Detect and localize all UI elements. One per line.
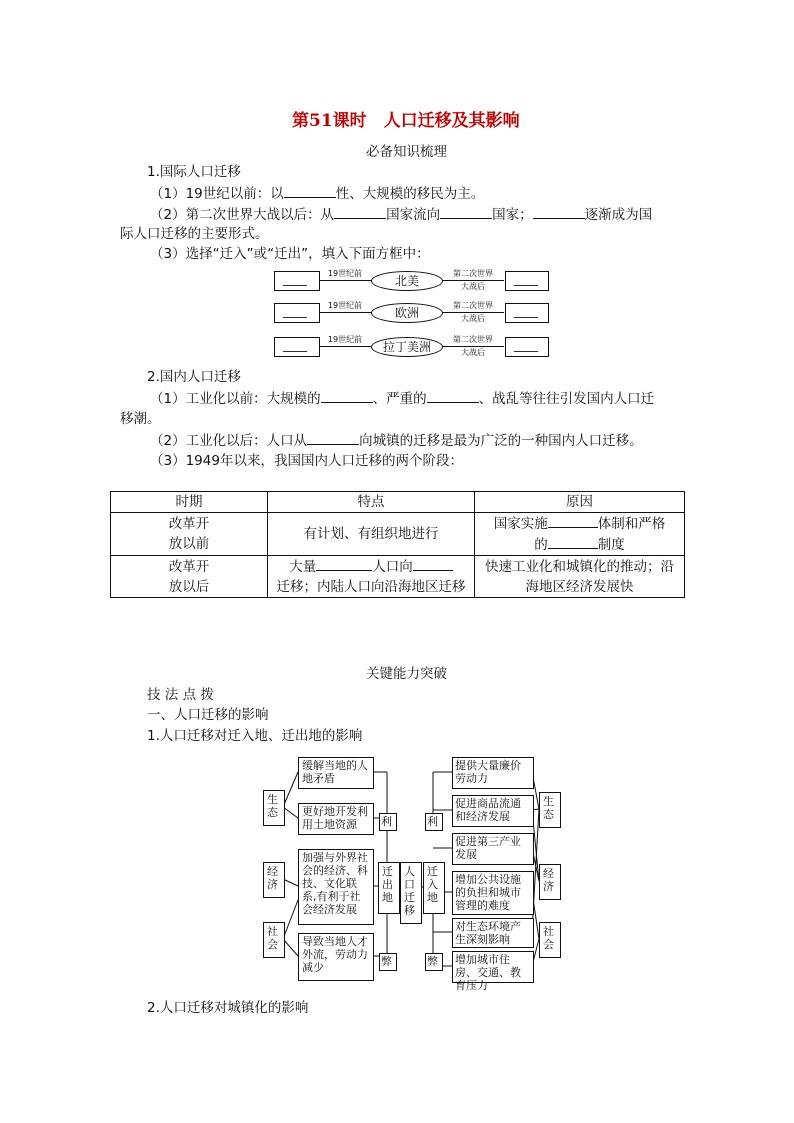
- d1-mid1: 、严重的: [372, 391, 427, 407]
- question-1: [150, 183, 484, 204]
- q2-mid1: 国家流向: [386, 207, 441, 223]
- skills-heading: 技 法 点 拨: [147, 687, 214, 703]
- blank[interactable]: [321, 388, 373, 403]
- center-label: 人口迁移: [404, 865, 415, 917]
- table-row: [111, 556, 685, 598]
- category-label: 生态: [543, 795, 554, 821]
- blank[interactable]: ____: [283, 304, 307, 318]
- label-after-ww2: 第二次世界: [453, 301, 493, 310]
- question-2: [150, 204, 652, 225]
- d1-pre: （1）工业化以前：大规模的: [150, 391, 321, 407]
- blank[interactable]: [413, 556, 453, 571]
- impact-text: 增加公共设施的负担和城市管理的难度: [455, 873, 521, 912]
- region-oval: 拉丁美洲: [371, 337, 443, 357]
- q2-post: 逐渐成为国: [584, 207, 653, 223]
- connector-line: [283, 900, 298, 939]
- benefit-label: 利: [427, 815, 438, 828]
- blank[interactable]: [440, 204, 492, 219]
- migration-stages-table: [110, 491, 685, 598]
- blank[interactable]: [334, 204, 386, 219]
- heading-international-migration: 1.国际人口迁移: [147, 164, 241, 180]
- domestic-1-line2: 移潮。: [120, 411, 161, 427]
- category-label: 社会: [267, 925, 278, 951]
- blank[interactable]: ____: [283, 272, 307, 286]
- blank[interactable]: [533, 204, 585, 219]
- blank[interactable]: ____: [514, 272, 538, 286]
- category-label: 经济: [543, 867, 554, 893]
- region-oval: 欧洲: [371, 303, 443, 323]
- table-cell: 改革开 放以前: [111, 513, 268, 556]
- label-after-ww2: 第二次世界: [453, 335, 493, 344]
- blank[interactable]: [307, 430, 359, 445]
- table-header: 原因: [475, 492, 685, 513]
- table-cell: 改革开 放以后: [111, 556, 268, 598]
- connector-line: [319, 346, 371, 347]
- drawback-label: 弊: [381, 955, 392, 968]
- d2-pre: （2）工业化以后：人口从: [150, 433, 308, 449]
- connector-line: [283, 879, 298, 886]
- in-place-label: 迁入地: [427, 865, 438, 904]
- subheading-urbanization: 2.人口迁移对城镇化的影响: [147, 1000, 309, 1016]
- q1-pre: （1）19世纪以前：以: [150, 186, 284, 202]
- subheading-impact-places: 1.人口迁移对迁入地、迁出地的影响: [147, 728, 363, 744]
- q1-post: 性、大规模的移民为主。: [335, 186, 485, 202]
- impact-text: 促进第三产业发展: [455, 835, 521, 861]
- drawback-label: 弊: [427, 955, 438, 968]
- domestic-2: [150, 430, 643, 451]
- connector-line: [442, 346, 504, 347]
- question-2-line2: 际人口迁移的主要形式。: [120, 226, 269, 242]
- section-heading-basics: 必备知识梳理: [366, 144, 447, 160]
- question-3: （3）选择“迁入”或“迁出”，填入下面方框中：: [150, 246, 430, 262]
- connector-line: [319, 312, 371, 313]
- d2-post: 向城镇的迁移是最为广泛的一种国内人口迁移。: [359, 433, 643, 449]
- category-label: 生态: [267, 793, 278, 819]
- impact-text: 对生态环境产生深刻影响: [455, 920, 521, 946]
- section-heading-abilities: 关键能力突破: [366, 666, 447, 682]
- table-cell: 有计划、有组织地进行: [268, 513, 475, 556]
- table-cell: 大量 人口向 迁移；内陆人口向沿海地区迁移: [268, 556, 475, 598]
- table-header: 特点: [268, 492, 475, 513]
- impact-text: 缓解当地的人地矛盾: [302, 759, 368, 785]
- table-header-row: [111, 492, 685, 513]
- table-row: [111, 513, 685, 556]
- label-before-19c: 19世纪前: [327, 335, 363, 344]
- blank[interactable]: ____: [514, 338, 538, 352]
- connector-line: [283, 772, 298, 807]
- blank[interactable]: ____: [283, 338, 307, 352]
- domestic-3: （3）1949年以来，我国国内人口迁移的两个阶段：: [150, 453, 463, 469]
- domestic-1: [150, 388, 654, 409]
- blank[interactable]: ____: [514, 304, 538, 318]
- table-cell: 快速工业化和城镇化的推动；沿 海地区经济发展快: [475, 556, 685, 598]
- label-after-ww2: 大战后: [461, 348, 485, 357]
- connector-line: [283, 939, 298, 956]
- impact-text: 更好地开发利用土地资源: [302, 805, 368, 831]
- impact-text: 促进商品流通和经济发展: [455, 797, 521, 823]
- impact-text: 导致当地人才外流，劳动力减少: [302, 935, 368, 974]
- heading-domestic-migration: 2.国内人口迁移: [147, 369, 241, 385]
- q2-pre: （2）第二次世界大战以后：从: [150, 207, 335, 223]
- label-before-19c: 19世纪前: [327, 301, 363, 310]
- blank[interactable]: [316, 556, 372, 571]
- benefit-label: 利: [381, 815, 392, 828]
- impact-text: 加强与外界社会的经济、科技、文化联系,有利于社会经济发展: [302, 851, 368, 916]
- connector-line: [319, 280, 371, 281]
- region-oval: 北美: [371, 271, 443, 291]
- label-after-ww2: 大战后: [461, 282, 485, 291]
- category-label: 经济: [267, 865, 278, 891]
- connector-line: [283, 807, 298, 818]
- page-title: 第51课时 人口迁移及其影响: [292, 111, 520, 131]
- table-header: 时期: [111, 492, 268, 513]
- d1-post: 、战乱等往往引发国内人口迁: [478, 391, 655, 407]
- blank[interactable]: [548, 513, 598, 528]
- connector-line: [442, 280, 504, 281]
- category-label: 社会: [543, 925, 554, 951]
- out-place-label: 迁出地: [382, 865, 393, 904]
- impact-text: 增加城市住房、交通、教育压力: [455, 953, 521, 992]
- label-before-19c: 19世纪前: [327, 269, 363, 278]
- label-after-ww2: 第二次世界: [453, 269, 493, 278]
- impact-text: 提供大量廉价劳动力: [455, 759, 521, 785]
- subheading-impact: 一、人口迁移的影响: [147, 707, 269, 723]
- blank[interactable]: [284, 183, 336, 198]
- blank[interactable]: [427, 388, 479, 403]
- blank[interactable]: [548, 534, 598, 549]
- label-after-ww2: 大战后: [461, 314, 485, 323]
- q2-mid2: 国家；: [492, 207, 533, 223]
- connector-line: [442, 312, 504, 313]
- table-cell: 国家实施 体制和严格 的 制度: [475, 513, 685, 556]
